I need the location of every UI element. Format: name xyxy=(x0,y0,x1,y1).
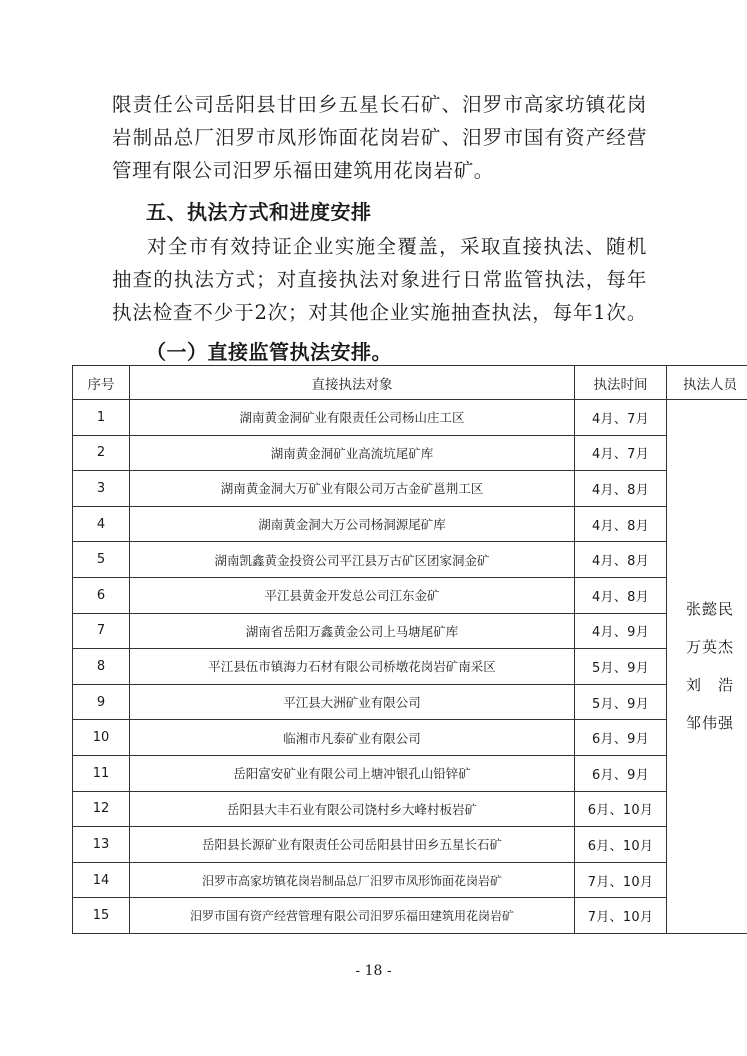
row-time: 4月、7月 xyxy=(575,400,667,436)
table-row xyxy=(73,471,747,507)
row-target: 岳阳县长源矿业有限责任公司岳阳县甘田乡五星长石矿 xyxy=(130,827,575,863)
row-time: 4月、8月 xyxy=(575,577,667,613)
table-row xyxy=(73,720,747,756)
header-staff: 执法人员 xyxy=(667,366,747,400)
section-heading: 五、执法方式和进度安排 xyxy=(146,200,372,224)
row-index: 13 xyxy=(73,827,130,863)
row-time: 4月、8月 xyxy=(575,471,667,507)
row-index: 8 xyxy=(73,649,130,685)
row-target: 平江县大洲矿业有限公司 xyxy=(130,684,575,720)
paragraph-1-line: 限责任公司岳阳县甘田乡五星长石矿、汨罗市高家坊镇花岗 xyxy=(112,93,647,116)
row-index: 15 xyxy=(73,898,130,934)
table-row xyxy=(73,898,747,934)
table-row xyxy=(73,613,747,649)
header-index: 序号 xyxy=(73,366,130,400)
row-time: 4月、8月 xyxy=(575,506,667,542)
row-target: 湖南黄金洞矿业高流坑尾矿库 xyxy=(130,435,575,471)
paragraph-2-line: 对全市有效持证企业实施全覆盖，采取直接执法、随机 xyxy=(147,235,647,258)
staff-name: 邹伟强 xyxy=(685,714,734,733)
staff-cell xyxy=(667,400,747,934)
row-index: 4 xyxy=(73,506,130,542)
row-index: 14 xyxy=(73,862,130,898)
table-row xyxy=(73,684,747,720)
row-time: 6月、10月 xyxy=(575,827,667,863)
row-index: 3 xyxy=(73,471,130,507)
paragraph-1 xyxy=(112,88,647,187)
row-target: 湖南凯鑫黄金投资公司平江县万古矿区团家洞金矿 xyxy=(130,542,575,578)
sub-heading: （一）直接监管执法安排。 xyxy=(146,340,392,364)
row-index: 5 xyxy=(73,542,130,578)
row-target: 临湘市凡泰矿业有限公司 xyxy=(130,720,575,756)
table-row xyxy=(73,862,747,898)
table-header-row xyxy=(73,366,747,400)
row-index: 6 xyxy=(73,577,130,613)
staff-name: 刘 浩 xyxy=(685,676,734,695)
row-target: 平江县伍市镇海力石材有限公司桥墩花岗岩矿南采区 xyxy=(130,649,575,685)
table-row xyxy=(73,577,747,613)
row-target: 平江县黄金开发总公司江东金矿 xyxy=(130,577,575,613)
staff-name: 万英杰 xyxy=(685,638,734,657)
row-time: 4月、9月 xyxy=(575,613,667,649)
row-time: 6月、10月 xyxy=(575,791,667,827)
enforcement-schedule-table xyxy=(72,365,747,934)
row-index: 9 xyxy=(73,684,130,720)
table-row xyxy=(73,542,747,578)
row-time: 7月、10月 xyxy=(575,862,667,898)
row-target: 湖南省岳阳万鑫黄金公司上马塘尾矿库 xyxy=(130,613,575,649)
paragraph-1-line: 岩制品总厂汨罗市凤形饰面花岗岩矿、汨罗市国有资产经营 xyxy=(112,126,647,149)
paragraph-2-line: 抽查的执法方式；对直接执法对象进行日常监管执法，每年 xyxy=(112,268,647,291)
header-time: 执法时间 xyxy=(575,366,667,400)
row-index: 11 xyxy=(73,755,130,791)
table-row xyxy=(73,827,747,863)
row-target: 岳阳富安矿业有限公司上塘冲银孔山铅锌矿 xyxy=(130,755,575,791)
table-row xyxy=(73,755,747,791)
row-time: 6月、9月 xyxy=(575,720,667,756)
row-time: 4月、8月 xyxy=(575,542,667,578)
table-row xyxy=(73,400,747,436)
table-row xyxy=(73,435,747,471)
row-index: 7 xyxy=(73,613,130,649)
row-target: 湖南黄金洞大万公司杨洞源尾矿库 xyxy=(130,506,575,542)
row-target: 汨罗市国有资产经营管理有限公司汨罗乐福田建筑用花岗岩矿 xyxy=(130,898,575,934)
row-target: 湖南黄金洞大万矿业有限公司万古金矿邕荆工区 xyxy=(130,471,575,507)
row-index: 10 xyxy=(73,720,130,756)
row-time: 5月、9月 xyxy=(575,684,667,720)
row-time: 5月、9月 xyxy=(575,649,667,685)
row-target: 汨罗市高家坊镇花岗岩制品总厂汨罗市凤形饰面花岗岩矿 xyxy=(130,862,575,898)
row-index: 1 xyxy=(73,400,130,436)
table-row xyxy=(73,506,747,542)
row-time: 7月、10月 xyxy=(575,898,667,934)
paragraph-2-line: 执法检查不少于2次；对其他企业实施抽查执法，每年1次。 xyxy=(112,301,647,324)
row-index: 2 xyxy=(73,435,130,471)
table-row xyxy=(73,791,747,827)
row-time: 4月、7月 xyxy=(575,435,667,471)
paragraph-2 xyxy=(112,230,647,329)
paragraph-1-line: 管理有限公司汨罗乐福田建筑用花岗岩矿。 xyxy=(112,159,494,182)
row-time: 6月、9月 xyxy=(575,755,667,791)
header-target: 直接执法对象 xyxy=(130,366,575,400)
row-target: 湖南黄金洞矿业有限责任公司杨山庄工区 xyxy=(130,400,575,436)
staff-name: 张懿民 xyxy=(685,600,734,619)
page-number: - 18 - xyxy=(355,963,392,979)
row-target: 岳阳县大丰石业有限公司饶村乡大峰村板岩矿 xyxy=(130,791,575,827)
row-index: 12 xyxy=(73,791,130,827)
table-row xyxy=(73,649,747,685)
